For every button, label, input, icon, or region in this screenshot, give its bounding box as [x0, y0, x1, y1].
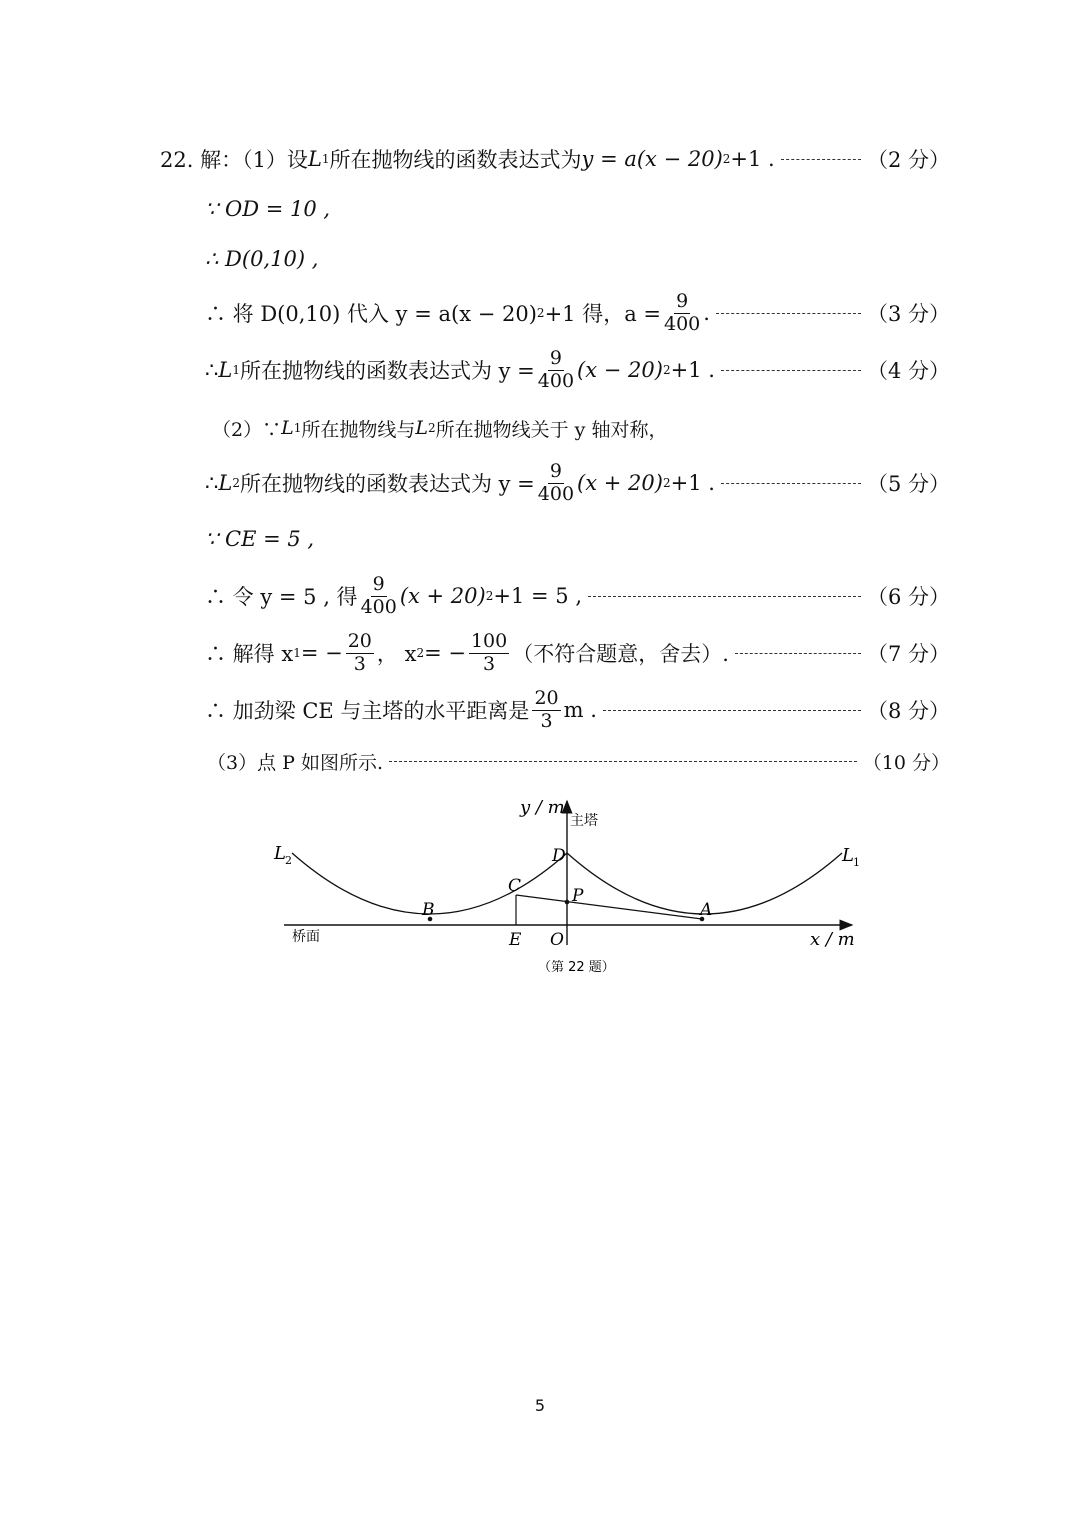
- line7-tail: +1 .: [670, 471, 715, 495]
- line1-text: 所在抛物线的函数表达式为: [329, 148, 582, 172]
- L1-subscript: 1: [232, 363, 240, 377]
- fraction: [538, 348, 574, 393]
- fraction-numerator: 20: [534, 686, 559, 709]
- L2-subscript: 2: [232, 476, 240, 490]
- score-leader: [721, 483, 861, 484]
- line6-mid2: 所在抛物线关于 y 轴对称，: [435, 418, 668, 441]
- solution-line-8: [205, 516, 950, 562]
- label-E: E: [509, 930, 522, 950]
- label-P: P: [572, 886, 584, 906]
- L1-label-sub: 1: [853, 856, 860, 869]
- score-points: （8 分）: [866, 699, 950, 723]
- score-points: （10 分）: [862, 751, 950, 774]
- line5-text: 所在抛物线的函数表达式为 y =: [239, 359, 535, 383]
- line6-pre: （2）∵: [212, 418, 282, 441]
- score-leader: [588, 596, 861, 597]
- score-leader: [721, 370, 861, 371]
- line10-sep: ， x: [376, 642, 417, 666]
- line11-tail: m .: [563, 698, 597, 722]
- line4-text: ∴ 将 D(0,10) 代入 y = a(x − 20): [205, 302, 537, 326]
- fraction-numerator: 9: [676, 289, 689, 312]
- label-C: C: [508, 876, 522, 896]
- line5-pre: ∴: [205, 358, 219, 382]
- fraction: [664, 291, 700, 336]
- fraction-denominator: 3: [540, 709, 553, 732]
- solution-line-11: [205, 687, 950, 733]
- fraction-denominator: 3: [353, 652, 366, 675]
- segment-CA: [516, 895, 702, 919]
- line2-text: ∵ OD = 10 ,: [205, 197, 331, 221]
- line10-eq2: = −: [424, 641, 466, 665]
- fraction: [538, 461, 574, 506]
- solution-line-5: [205, 347, 950, 393]
- line8-text: ∵ CE = 5 ,: [205, 527, 315, 551]
- line5-expression: (x − 20): [577, 358, 663, 382]
- line1-tail: +1 .: [730, 147, 775, 171]
- fraction-numerator: 100: [470, 629, 508, 652]
- fraction-denominator: 3: [483, 652, 496, 675]
- score-leader: [603, 710, 861, 711]
- fraction-denominator: 400: [537, 482, 575, 505]
- solution-line-3: [205, 236, 950, 282]
- line9-square: 2: [485, 589, 494, 603]
- L1-symbol: L: [307, 147, 322, 171]
- score-leader: [716, 313, 861, 314]
- L1-symbol: L: [218, 358, 233, 382]
- score-leader: [781, 159, 861, 160]
- fraction-denominator: 400: [664, 312, 701, 335]
- solution-line-4: [205, 290, 950, 336]
- line9-expression: (x + 20): [399, 584, 486, 608]
- x2-subscript: 2: [416, 646, 425, 660]
- line10-pre: ∴ 解得 x: [205, 642, 294, 666]
- solution-line-10: [205, 630, 950, 676]
- L1-subscript: 1: [321, 152, 330, 166]
- fraction-numerator: 9: [372, 572, 385, 595]
- x1-subscript: 1: [293, 646, 301, 660]
- solution-line-9: [205, 573, 950, 619]
- line3-text: ∴ D(0,10) ,: [205, 247, 319, 271]
- page-number: 5: [534, 1396, 546, 1415]
- line7-pre: ∴: [205, 471, 219, 495]
- score-points: （5 分）: [866, 472, 950, 496]
- solution-line-1: [160, 136, 950, 182]
- fraction-denominator: 400: [360, 595, 397, 618]
- line9-pre: ∴ 令 y = 5 , 得: [205, 585, 358, 609]
- L1-symbol: L: [281, 417, 294, 439]
- solution-line-2: [205, 186, 950, 232]
- score-leader: [735, 653, 861, 654]
- tower-label: 主塔: [570, 813, 598, 829]
- solution-line-6: [212, 405, 950, 451]
- line4-mid: +1 得，a =: [544, 302, 661, 326]
- bridge-parabola-figure: [270, 795, 870, 985]
- L2-symbol: L: [415, 417, 428, 439]
- fraction: [532, 688, 560, 733]
- L2-label-sub: 2: [285, 854, 292, 867]
- line9-tail: +1 = 5 ,: [493, 584, 582, 608]
- score-points: （7 分）: [866, 642, 950, 666]
- fraction-numerator: 9: [549, 459, 562, 482]
- problem-intro: 22. 解：（1）设: [160, 148, 308, 172]
- label-O: O: [550, 930, 564, 950]
- score-points: （6 分）: [866, 585, 950, 609]
- line11-pre: ∴ 加劲梁 CE 与主塔的水平距离是: [205, 699, 530, 723]
- point-P: [565, 900, 570, 905]
- line1-square: 2: [722, 152, 731, 166]
- line1-expression: y = a(x − 20): [581, 147, 723, 171]
- fraction-numerator: 20: [347, 629, 372, 652]
- line4-square: 2: [536, 306, 545, 320]
- y-axis-label: y / m: [520, 797, 565, 818]
- L2-symbol: L: [218, 471, 233, 495]
- x-axis-label: x / m: [810, 929, 855, 950]
- line7-expression: (x + 20): [577, 471, 663, 495]
- score-points: （4 分）: [866, 359, 950, 383]
- line12-text: （3）点 P 如图所示.: [207, 751, 383, 774]
- deck-label: 桥面: [292, 929, 320, 945]
- line4-tail: .: [703, 301, 710, 325]
- fraction: [346, 631, 374, 676]
- figure-caption: （第 22 题）: [538, 960, 615, 975]
- line10-eq1: = −: [300, 641, 343, 665]
- score-points: （2 分）: [866, 148, 950, 172]
- line5-square: 2: [662, 363, 671, 377]
- label-A: A: [700, 900, 713, 920]
- fraction-numerator: 9: [549, 346, 562, 369]
- fraction: [361, 574, 397, 619]
- L1-subscript: 1: [293, 421, 302, 435]
- line7-square: 2: [662, 476, 671, 490]
- L1-label: L: [842, 845, 854, 866]
- solution-line-7: [205, 460, 950, 506]
- L2-label: L: [274, 843, 286, 864]
- score-leader: [389, 761, 857, 762]
- line5-tail: +1 .: [670, 358, 715, 382]
- label-D: D: [552, 846, 566, 866]
- line7-text: 所在抛物线的函数表达式为 y =: [239, 472, 535, 496]
- fraction-denominator: 400: [537, 369, 575, 392]
- L2-subscript: 2: [428, 421, 436, 435]
- fraction: [469, 631, 509, 676]
- line6-mid1: 所在抛物线与: [301, 418, 416, 441]
- score-points: （3 分）: [866, 302, 950, 326]
- solution-line-12: [207, 738, 950, 784]
- line10-tail: （不符合题意，舍去）.: [512, 642, 729, 666]
- label-B: B: [422, 900, 435, 920]
